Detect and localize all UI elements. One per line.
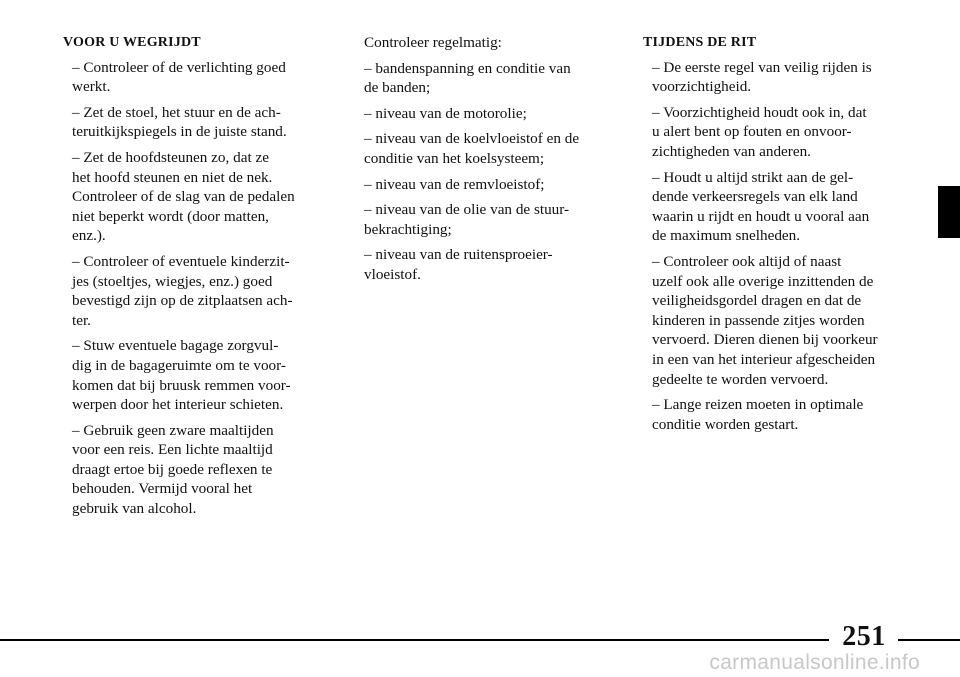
text-line: werkt. (72, 78, 111, 96)
text-line: – niveau van de olie van de stuur- (364, 201, 570, 219)
paragraph-list (355, 59, 617, 285)
paragraph (355, 129, 617, 168)
paragraph (63, 421, 325, 519)
paragraph (63, 103, 325, 142)
text-line: – Controleer ook altijd of naast (652, 252, 842, 270)
text-line: Controleer of de slag van de pedalen (72, 188, 295, 206)
column-during-drive (643, 33, 905, 440)
text-line: gebruik van alcohol. (72, 500, 197, 518)
text-line: vloeistof. (364, 265, 421, 283)
text-line: voorzichtigheid. (652, 78, 752, 96)
watermark: carmanualsonline.info (709, 651, 920, 674)
text-line: dende verkeersregels van elk land (652, 188, 858, 206)
text-line: – Lange reizen moeten in optimale (652, 396, 864, 414)
text-line: enz.). (72, 227, 106, 245)
text-line: conditie van het koelsysteem; (364, 149, 545, 167)
text-line: niet beperkt wordt (door matten, (72, 207, 269, 225)
text-line: bekrachtiging; (364, 220, 452, 238)
text-line: uzelf ook alle overige inzittenden de (652, 272, 874, 290)
paragraph (643, 252, 905, 389)
text-line: – Gebruik geen zware maaltijden (72, 421, 274, 439)
section-heading-before-driving: VOOR U WEGRIJDT (63, 35, 201, 50)
text-line: in een van het interieur afgescheiden (652, 350, 876, 368)
paragraph (63, 148, 325, 246)
text-line: gedeelte te worden vervoerd. (652, 370, 829, 388)
text-line: – Stuw eventuele bagage zorgvul- (72, 337, 279, 355)
section-heading-during-drive: TIJDENS DE RIT (643, 35, 757, 50)
text-line: – Controleer of eventuele kinderzit- (72, 252, 290, 270)
paragraph (63, 58, 325, 97)
paragraph (643, 168, 905, 246)
paragraph (355, 104, 617, 124)
text-line: – De eerste regel van veilig rijden is (652, 58, 872, 76)
paragraph (643, 103, 905, 162)
footer-rule-right (898, 639, 960, 641)
checks-intro: Controleer regelmatig: (364, 34, 502, 51)
text-line: draagt ertoe bij goede reflexen te (72, 460, 273, 478)
paragraph-list (643, 58, 905, 435)
text-line: veiligheidsgordel dragen en dat de (652, 292, 862, 310)
text-line: – Zet de stoel, het stuur en de ach- (72, 103, 281, 121)
text-line: – Controleer of de verlichting goed (72, 58, 286, 76)
paragraph (643, 395, 905, 434)
paragraph (643, 58, 905, 97)
paragraph (355, 245, 617, 284)
paragraph (63, 252, 325, 330)
text-line: voor een reis. Een lichte maaltijd (72, 441, 273, 459)
text-line: de maximum snelheden. (652, 227, 801, 245)
text-line: – Houdt u altijd strikt aan de gel- (652, 168, 854, 186)
text-line: waarin u rijdt en houdt u vooral aan (652, 207, 870, 225)
paragraph (63, 336, 325, 414)
text-line: jes (stoeltjes, wiegjes, enz.) goed (72, 272, 273, 290)
page-number: 251 (842, 621, 886, 652)
text-line: werpen door het interieur schieten. (72, 396, 284, 414)
text-line: ter. (72, 311, 91, 329)
text-line: – niveau van de koelvloeistof en de (364, 130, 580, 148)
text-line: – niveau van de ruitensproeier- (364, 246, 553, 264)
text-line: kinderen in passende zitjes worden (652, 311, 865, 329)
text-line: – niveau van de motorolie; (364, 104, 527, 122)
text-line: – niveau van de remvloeistof; (364, 175, 545, 193)
text-line: het hoofd steunen en niet de nek. (72, 168, 273, 186)
text-line: – Voorzichtigheid houdt ook in, dat (652, 103, 867, 121)
paragraph (355, 200, 617, 239)
paragraph-list (63, 58, 325, 519)
text-line: conditie worden gestart. (652, 415, 799, 433)
chapter-thumb-tab (938, 186, 960, 238)
text-line: komen dat bij bruusk remmen voor- (72, 376, 291, 394)
paragraph (355, 175, 617, 195)
footer-rule-left (0, 639, 829, 641)
text-line: zichtigheden van anderen. (652, 142, 811, 160)
text-line: de banden; (364, 79, 431, 97)
text-line: dig in de bagageruimte om te voor- (72, 356, 286, 374)
text-line: – Zet de hoofdsteunen zo, dat ze (72, 148, 269, 166)
paragraph (355, 59, 617, 98)
column-regular-checks (355, 33, 617, 291)
text-line: u alert bent op fouten en onvoor- (652, 123, 852, 141)
text-line: bevestigd zijn op de zitplaatsen ach- (72, 292, 293, 310)
text-line: vervoerd. Dieren dienen bij voorkeur (652, 331, 878, 349)
column-before-driving (63, 33, 325, 525)
text-line: – bandenspanning en conditie van (364, 59, 571, 77)
text-line: behouden. Vermijd vooral het (72, 480, 253, 498)
text-line: teruitkijkspiegels in de juiste stand. (72, 123, 287, 141)
